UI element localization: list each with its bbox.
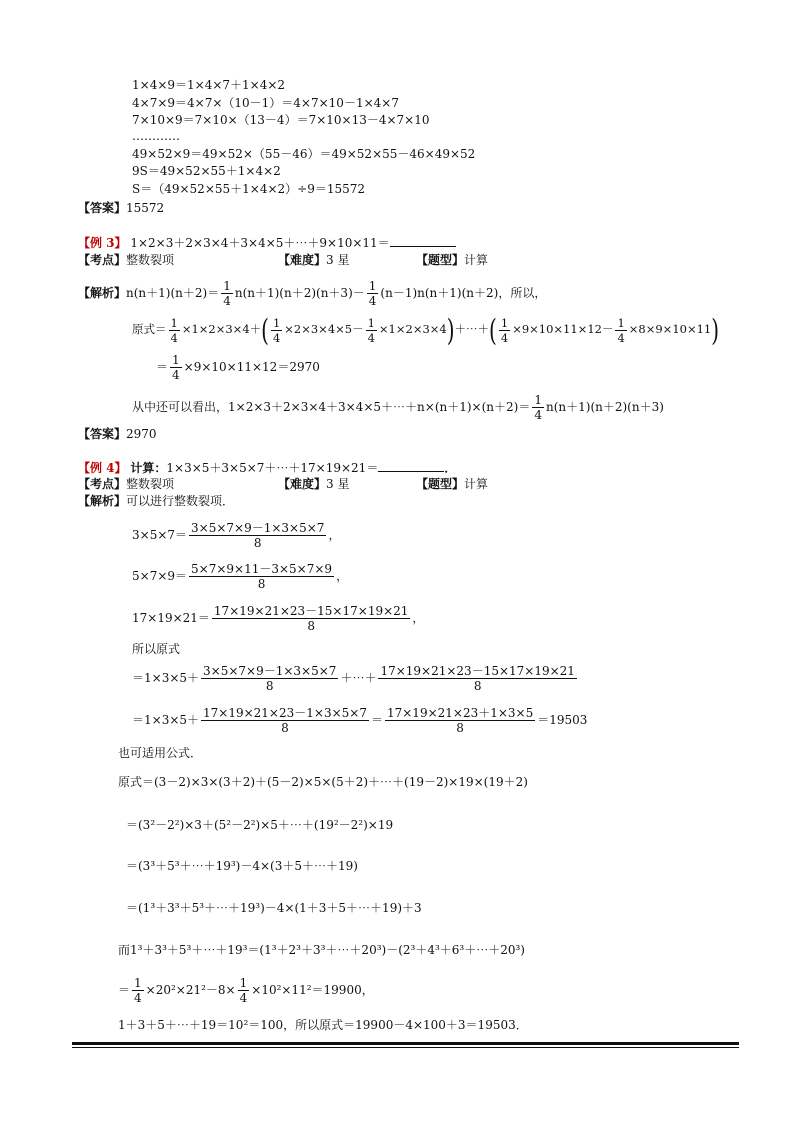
formula-text: ， [412,611,425,625]
formula-text: ＝19503 [537,713,588,727]
formula-text: ×8×9×10×11 [628,322,712,336]
example-4-expression: 1×3×5＋3×5×7＋⋯＋17×19×21＝ [166,461,379,475]
paren-close: ) [711,312,720,348]
formula-line-7: 1＋3＋5＋⋯＋19＝10²＝100，所以原式＝19900－4×100＋3＝19503． [118,1018,528,1032]
kaodian-label: 【考点】 [78,253,127,267]
answer-label: 【答案】 [78,201,127,215]
frac-num: 1 [170,315,178,330]
kaodian-value: 整数裂项 [126,477,175,491]
formula-text: 3×5×7＝ [132,528,188,542]
example-4-meta [78,476,489,492]
fraction-quarter [221,279,233,308]
derivation-line-2: 4×7×9＝4×7×（10－1）＝4×7×10－1×4×7 [132,96,399,110]
fraction [189,521,326,550]
example-3-analysis-line-2 [132,312,720,348]
formula-line-2: ＝(3²－2²)×3＋(5²－2²)×5＋⋯＋(19²－2²)×19 [126,818,394,832]
jiexi-label: 【解析】 [78,494,127,508]
formula-line-3: ＝(3³＋5³＋⋯＋19³)－4×(3＋5＋⋯＋19) [126,859,358,873]
frac-num: 17×19×21×23－15×17×19×21 [213,604,409,618]
frac-num: 3×5×7×9－1×3×5×7 [191,521,325,535]
answer-blank [378,459,444,472]
so-original: 所以原式 [132,642,181,656]
example-4-analysis-intro [78,493,234,509]
formula-text: n(n＋1)(n＋2)(n＋3) [545,400,664,414]
frac-num: 1 [134,976,142,990]
formula-text: ×1×2×3×4＋ [181,322,262,336]
formula-text: 从中还可以看出，1×2×3＋2×3×4＋3×4×5＋⋯＋n×(n＋1)×(n＋2)＝ [132,400,531,414]
frac-den: 8 [281,721,289,735]
footer-rule-thick [72,1042,739,1045]
formula-text: 5×7×9＝ [132,569,188,583]
frac-den: 8 [265,679,274,693]
sum-line-2 [132,703,587,737]
answer-2 [78,426,157,442]
frac-num: 3×5×7×9－1×3×5×7 [203,664,337,678]
frac-den: 4 [534,408,542,422]
paren-close: ) [446,312,455,348]
frac-den: 4 [368,294,377,308]
fraction [385,706,535,735]
frac-num: 1 [368,279,377,293]
fraction-quarter [532,393,544,422]
answer-1 [78,200,164,216]
formula-text: ＝ [370,713,383,727]
derivation-line-5: 9S＝49×52×55＋1×4×2 [132,164,281,178]
frac-den: 8 [253,536,262,550]
example-4-tag: 【例 4】 [78,461,127,475]
fraction-quarter [367,279,379,308]
tixing-label: 【题型】 [416,253,465,267]
fraction-quarter [169,316,180,345]
formula-text: ＝1×3×5＋ [132,713,200,727]
jiexi-label: 【解析】 [78,286,127,300]
formula-line-5: 而1³＋3³＋5³＋⋯＋19³＝(1³＋2³＋3³＋⋯＋20³)－(2³＋4³＋6³＋⋯＋20³) [118,943,525,957]
frac-den: 8 [473,679,482,693]
example-3-problem [78,234,456,251]
frac-num: 5×7×9×11－3×5×7×9 [191,562,333,576]
formula-text: ×9×10×11×12－ [512,322,614,336]
formula-line-1: 原式＝(3－2)×3×(3＋2)＋(5－2)×5×(5＋2)＋⋯＋(19－2)×19×(19＋2) [118,775,528,789]
fraction-quarter [238,976,250,1005]
derivation-line-6: S＝（49×52×55＋1×4×2）÷9＝15572 [132,182,366,196]
formula-text: ＋⋯＋ [340,671,377,685]
formula-line-6 [118,975,374,1005]
derivation-line-1: 1×4×9＝1×4×7＋1×4×2 [132,78,286,92]
fraction [201,706,369,735]
split-eq-3 [132,601,424,635]
sum-line-1 [132,661,579,695]
frac-den: 4 [617,330,625,345]
nandu-label: 【难度】 [278,477,327,491]
frac-den: 8 [257,577,266,591]
formula-text: n(n＋1)(n＋2)(n＋3)－ [234,286,365,300]
tixing-label: 【题型】 [416,477,465,491]
example-3-tag: 【例 3】 [78,236,127,250]
answer-value: 15572 [126,201,165,215]
frac-num: 17×19×21×23－1×3×5×7 [203,706,367,720]
frac-den: 4 [134,991,142,1005]
frac-den: 4 [272,330,281,345]
frac-num: 1 [223,279,231,293]
frac-num: 1 [172,353,180,367]
formula-text: ×1×2×3×4 [378,322,447,336]
paren-open: ( [261,312,269,348]
split-eq-1 [132,518,340,552]
example-3-meta [78,252,489,268]
alt-method: 也可适用公式． [118,746,203,760]
formula-text: (n－1)n(n＋1)(n＋2)，所以， [380,286,547,300]
formula-text: ＋⋯＋ [454,322,490,336]
fraction-quarter [132,976,144,1005]
answer-label: 【答案】 [78,427,127,441]
frac-num: 1 [534,393,542,407]
nandu-value: 3 星 [326,477,350,491]
answer-value: 2970 [126,427,157,441]
derivation-line-4: 49×52×9＝49×52×（55－46）＝49×52×55－46×49×52 [132,147,476,161]
split-eq-2 [132,559,348,593]
formula-text: 17×19×21＝ [132,611,210,625]
problem-lead: 计算： [130,461,167,475]
tixing-value: 计算 [464,253,489,267]
formula-text: ， [328,528,341,542]
example-3-analysis-line-4 [132,392,664,422]
example-4-problem [78,459,456,476]
formula-text: ×20²×21²－8× [145,983,236,997]
frac-den: 4 [367,330,375,345]
frac-den: 4 [239,991,248,1005]
frac-den: 4 [172,368,180,382]
fraction-quarter [271,316,282,345]
example-3-analysis-line-3 [156,352,320,382]
derivation-ellipsis: ………… [132,129,180,143]
formula-text: ， [336,569,349,583]
example-3-expression: 1×2×3＋2×3×4＋3×4×5＋⋯＋9×10×11＝ [130,236,390,250]
formula-line-4: ＝(1³＋3³＋5³＋⋯＋19³)－4×(1＋3＋5＋⋯＋19)＋3 [126,901,422,915]
frac-den: 8 [456,721,464,735]
formula-text: ×10²×11²＝19900， [251,983,374,997]
frac-den: 8 [307,619,315,633]
example-3-analysis-line-1 [78,278,546,308]
frac-num: 1 [367,315,375,330]
derivation-line-3: 7×10×9＝7×10×（13－4）＝7×10×13－4×7×10 [132,113,430,127]
fraction-quarter [170,353,182,382]
formula-text: ＝ [118,983,131,997]
formula-text: ×9×10×11×12＝2970 [183,360,320,374]
fraction [378,664,577,693]
frac-den: 4 [500,330,509,345]
frac-num: 17×19×21×23＋1×3×5 [386,706,534,720]
fraction [212,604,411,633]
paren-open: ( [489,312,497,348]
nandu-label: 【难度】 [278,253,327,267]
frac-den: 4 [170,330,178,345]
fraction [189,562,334,591]
kaodian-value: 整数裂项 [126,253,175,267]
frac-num: 1 [617,315,625,330]
frac-den: 4 [223,294,231,308]
answer-blank [390,234,456,247]
formula-text: 原式＝ [132,322,167,336]
problem-end: ． [444,461,457,475]
fraction-quarter [366,316,377,345]
fraction-quarter [615,316,626,345]
tixing-value: 计算 [464,477,489,491]
frac-num: 1 [272,315,281,330]
formula-text: ＝1×3×5＋ [132,671,200,685]
fraction-quarter [499,316,510,345]
intro-text: 可以进行整数裂项． [126,494,235,508]
kaodian-label: 【考点】 [78,477,127,491]
nandu-value: 3 星 [326,253,350,267]
formula-text: ＝ [156,360,169,374]
frac-num: 17×19×21×23－15×17×19×21 [380,664,575,678]
frac-num: 1 [239,976,248,990]
formula-text: ×2×3×4×5－ [284,322,364,336]
formula-text: n(n＋1)(n＋2)＝ [126,286,220,300]
frac-num: 1 [500,315,509,330]
footer-rule-thin [72,1047,739,1048]
fraction [201,664,338,693]
